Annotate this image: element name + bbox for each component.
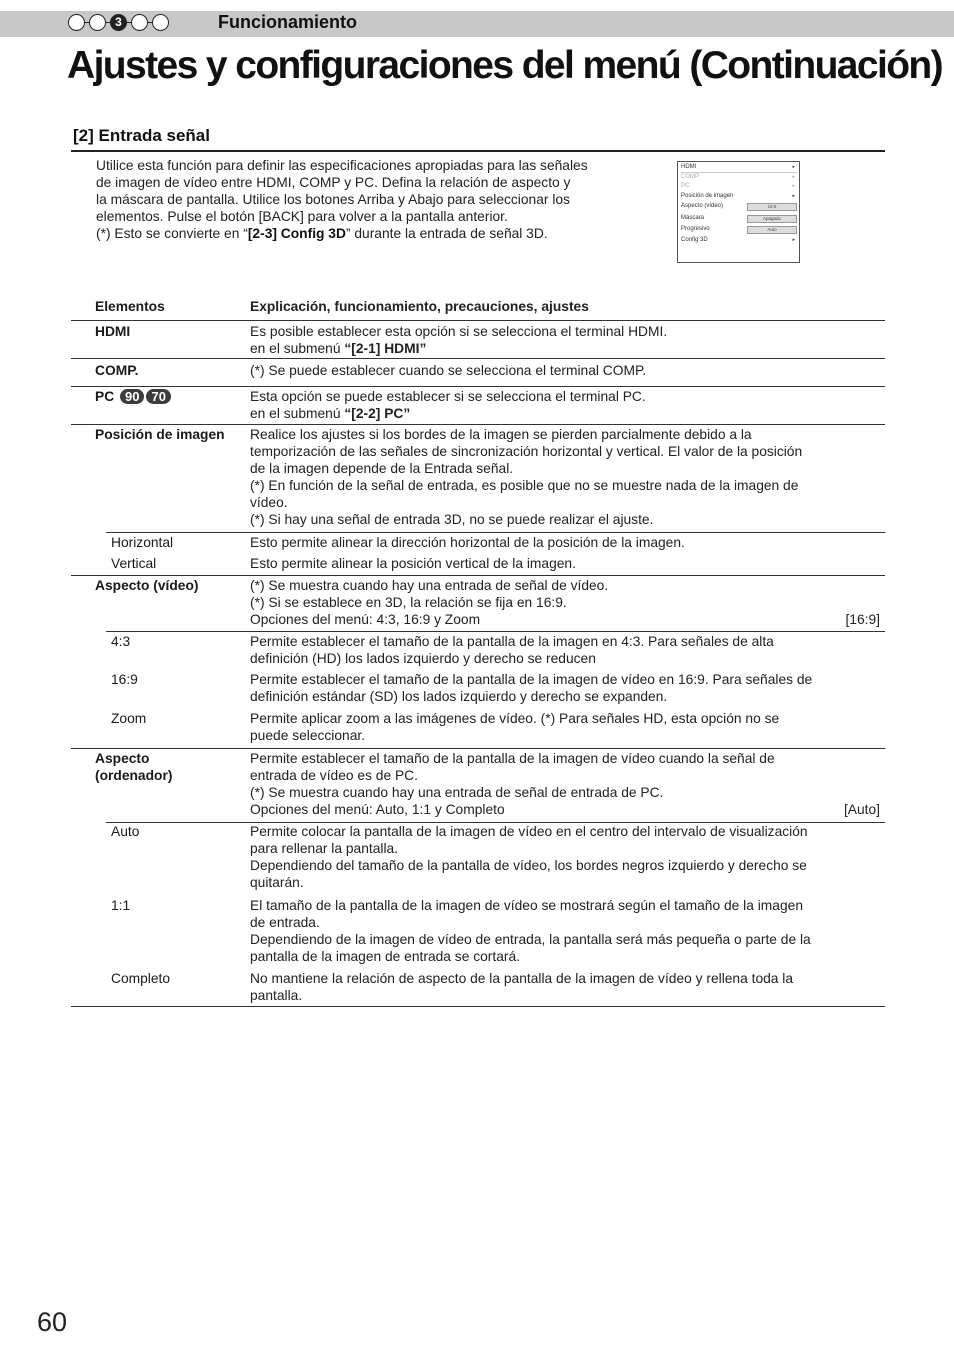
- subitem-16-9: 16:9: [111, 672, 138, 687]
- step-circle-2: [89, 14, 106, 31]
- item-description: [250, 426, 880, 528]
- item-name: [95, 388, 171, 405]
- menu-options: Opciones del menú: Auto, 1:1 y Completo: [250, 802, 505, 817]
- item-name-posicion: Posición de imagen: [95, 427, 225, 442]
- osd-item-value: Apagado: [747, 215, 797, 223]
- submenu-prefix: en el submenú: [250, 341, 345, 356]
- osd-item-config3d: [681, 236, 797, 245]
- description-line: (*) Si hay una señal de entrada 3D, no se puede realizar el ajuste.: [250, 512, 654, 527]
- section-header-bar: [0, 11, 954, 37]
- subitem-1-1: 1:1: [111, 898, 131, 913]
- osd-item-mascara: [681, 214, 797, 223]
- description-line: No mantiene la relación de aspecto de la pantalla de la imagen de vídeo y rellena toda la: [250, 971, 794, 986]
- item-name: [95, 323, 130, 340]
- step-circle-4: [131, 14, 148, 31]
- subitem-4-3: 4:3: [111, 634, 131, 649]
- intro-line: de imagen de vídeo entre HDMI, COMP y PC. Defina la relación de aspecto y: [96, 175, 571, 190]
- item-description: [250, 388, 880, 422]
- description-line: de la imagen depende de la Entrada señal.: [250, 461, 514, 476]
- osd-item-label: Progresivo: [681, 226, 710, 232]
- subitem-description: [250, 671, 880, 705]
- section-label: Funcionamiento: [218, 12, 357, 32]
- osd-item-progresivo: [681, 225, 797, 234]
- description-line: (*) Se muestra cuando hay una entrada de señal de entrada de PC.: [250, 785, 664, 800]
- osd-item-posicion: [681, 192, 797, 201]
- subitem-description: [250, 823, 880, 891]
- osd-item-label: Config 3D: [681, 237, 708, 243]
- step-circle-1: [68, 14, 85, 31]
- description-line: Dependiendo de la imagen de vídeo de entrada, la pantalla será más pequeña o parte de la: [250, 932, 811, 947]
- item-name: [95, 750, 172, 784]
- page-number: 60: [37, 1307, 68, 1337]
- default-value: [16:9]: [845, 612, 880, 627]
- description-line: definición estándar (SD) los lados izquierdo y derecho se expanden.: [250, 689, 668, 704]
- menu-options-line: [250, 801, 880, 818]
- subitem-description: Esto permite alinear la posición vertical de la imagen.: [250, 556, 576, 571]
- subitem-completo: Completo: [111, 971, 171, 986]
- description-line: Realice los ajustes si los bordes de la imagen se pierden parcialmente debido a la: [250, 427, 752, 442]
- item-description: [250, 323, 880, 357]
- description-line: para rellenar la pantalla.: [250, 841, 399, 856]
- item-name-comp: COMP.: [95, 363, 139, 378]
- subsection-divider: [71, 150, 885, 152]
- menu-options-line: [250, 611, 880, 628]
- osd-item-value: Auto: [747, 226, 797, 234]
- subitem-description: [250, 970, 880, 1004]
- description-line: Es posible establecer esta opción si se selecciona el terminal HDMI.: [250, 324, 668, 339]
- description-line: entrada de vídeo es de PC.: [250, 768, 418, 783]
- osd-menu-screenshot: [677, 161, 800, 263]
- description-line: Permite aplicar zoom a las imágenes de vídeo. (*) Para señales HD, esta opción no se: [250, 711, 780, 726]
- table-divider: [71, 358, 885, 359]
- subitem-vertical: Vertical: [111, 556, 157, 571]
- description-line: Permite colocar la pantalla de la imagen de vídeo en el centro del intervalo de visualización: [250, 824, 808, 839]
- item-name-aspecto-video: Aspecto (vídeo): [95, 578, 199, 593]
- chevron-right-icon: ▸: [792, 193, 795, 199]
- step-indicator: [68, 14, 169, 31]
- subitem-description: [250, 710, 880, 744]
- description-line: [250, 340, 880, 357]
- item-name: [95, 426, 225, 443]
- description-line: [250, 405, 880, 422]
- table-subdivider: [106, 532, 885, 533]
- subitem-description: [250, 633, 880, 667]
- subitem-description: Esto permite alinear la dirección horizontal de la posición de la imagen.: [250, 535, 685, 550]
- column-header-explicacion: Explicación, funcionamiento, precauciones, ajustes: [250, 299, 589, 314]
- description-line: (*) En función de la señal de entrada, es posible que no se muestre nada de la imagen de: [250, 478, 799, 493]
- description-line: (*) Se puede establecer cuando se selecciona el terminal COMP.: [250, 363, 647, 378]
- table-divider: [71, 386, 885, 387]
- item-description: [250, 750, 880, 818]
- intro-line: la máscara de pantalla. Utilice los botones Arriba y Abajo para seleccionar los: [96, 192, 570, 207]
- description-line: pantalla de la imagen de entrada se cortará.: [250, 949, 520, 964]
- model-badge-70: 70: [146, 389, 170, 404]
- table-divider: [71, 575, 885, 576]
- subitem-horizontal: Horizontal: [111, 535, 174, 550]
- step-circle-3-active: 3: [110, 14, 127, 31]
- description-line: definición (HD) los lados izquierdo y derecho se reducen: [250, 651, 596, 666]
- description-line: pantalla.: [250, 988, 303, 1003]
- subitem-description: [250, 897, 880, 965]
- description-line: (*) Si se establece en 3D, la relación se fija en 16:9.: [250, 595, 567, 610]
- table-divider: [71, 748, 885, 749]
- osd-item-hdmi: [681, 163, 797, 173]
- submenu-reference: “[2-2] PC”: [344, 406, 411, 421]
- chevron-right-icon: ▸: [792, 164, 795, 170]
- table-divider: [71, 424, 885, 425]
- item-name-aspecto-pc-1: Aspecto: [95, 751, 150, 766]
- description-line: de entrada.: [250, 915, 320, 930]
- chevron-right-icon: ▸: [792, 237, 795, 243]
- intro-paragraph: [96, 157, 656, 242]
- description-line: vídeo.: [250, 495, 288, 510]
- model-badge-90: 90: [120, 389, 144, 404]
- submenu-reference: “[2-1] HDMI”: [344, 341, 427, 356]
- intro-note-prefix: (*) Esto se convierte en “: [96, 226, 248, 241]
- description-line: temporización de las señales de sincronización horizontal y vertical. El valor de la posición: [250, 444, 803, 459]
- item-name-pc: PC: [95, 389, 115, 404]
- item-name-hdmi: HDMI: [95, 324, 131, 339]
- osd-item-label: Máscara: [681, 215, 705, 221]
- item-name-aspecto-pc-2: (ordenador): [95, 768, 173, 783]
- table-divider: [71, 1006, 885, 1007]
- osd-item-pc: [681, 182, 797, 191]
- item-name: [95, 577, 199, 594]
- description-line: El tamaño de la pantalla de la imagen de vídeo se mostrará según el tamaño de la imagen: [250, 898, 803, 913]
- description-line: Permite establecer el tamaño de la pantalla de la imagen de vídeo en 16:9. Para señales de: [250, 672, 813, 687]
- page-title: Ajustes y configuraciones del menú (Continuación): [67, 44, 943, 87]
- osd-item-label: COMP: [681, 174, 699, 180]
- item-description: [250, 577, 880, 628]
- osd-item-label: PC: [681, 183, 690, 189]
- osd-item-comp: [681, 173, 797, 182]
- intro-note-bold: [2-3] Config 3D: [247, 226, 346, 241]
- step-circle-5: [152, 14, 169, 31]
- description-line: puede seleccionar.: [250, 728, 366, 743]
- subitem-auto: Auto: [111, 824, 140, 839]
- intro-note-suffix: ” durante la entrada de señal 3D.: [345, 226, 548, 241]
- menu-options: Opciones del menú: 4:3, 16:9 y Zoom: [250, 612, 481, 627]
- table-subdivider: [106, 631, 885, 632]
- item-name: [95, 362, 138, 379]
- chevron-right-icon: ▸: [792, 183, 795, 189]
- item-description: [250, 362, 880, 379]
- intro-line: elementos. Pulse el botón [BACK] para volver a la pantalla anterior.: [96, 209, 508, 224]
- default-value: [Auto]: [843, 802, 880, 817]
- submenu-prefix: en el submenú: [250, 406, 345, 421]
- description-line: Permite establecer el tamaño de la pantalla de la imagen en 4:3. Para señales de alta: [250, 634, 774, 649]
- osd-item-label: HDMI: [681, 164, 697, 170]
- description-line: Permite establecer el tamaño de la pantalla de la imagen de vídeo cuando la señal de: [250, 751, 775, 766]
- table-divider: [71, 320, 885, 321]
- description-line: Dependiendo del tamaño de la pantalla de vídeo, los bordes negros izquierdo y derecho se: [250, 858, 807, 873]
- intro-note: [96, 225, 656, 242]
- osd-item-value: 16:9: [747, 203, 797, 211]
- subitem-zoom: Zoom: [111, 711, 147, 726]
- column-header-elementos: Elementos: [95, 299, 165, 314]
- osd-item-label: Posición de imagen: [681, 193, 734, 199]
- description-line: quitarán.: [250, 875, 304, 890]
- intro-line: Utilice esta función para definir las especificaciones apropiadas para las señales: [96, 158, 588, 173]
- description-line: Esta opción se puede establecer si se selecciona el terminal PC.: [250, 389, 646, 404]
- description-line: (*) Se muestra cuando hay una entrada de señal de vídeo.: [250, 578, 609, 593]
- subsection-title: [2] Entrada señal: [73, 126, 210, 145]
- osd-item-label: Aspecto (vídeo): [681, 203, 724, 209]
- osd-item-aspecto: [681, 202, 797, 211]
- chevron-right-icon: ▸: [792, 174, 795, 180]
